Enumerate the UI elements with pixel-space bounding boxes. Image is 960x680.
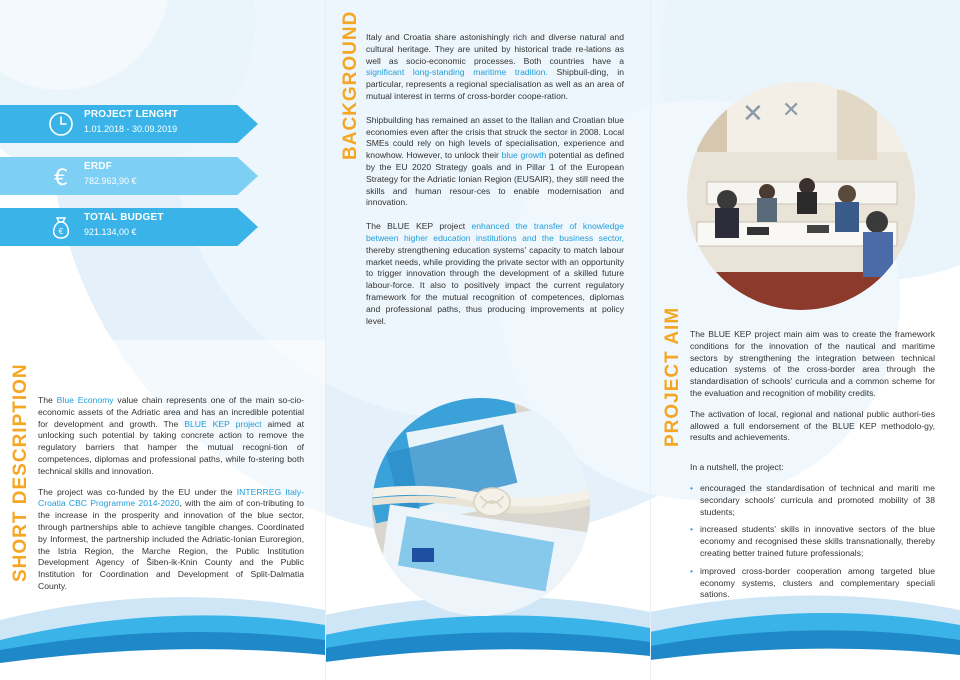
svg-text:✕: ✕ bbox=[782, 98, 801, 123]
clock-icon bbox=[46, 109, 76, 139]
euro-icon bbox=[46, 161, 76, 191]
badge-title: ERDF bbox=[84, 161, 113, 172]
panel-divider-2 bbox=[650, 0, 651, 680]
badge-value: 1.01.2018 - 30.09.2019 bbox=[84, 124, 178, 134]
short-description-paragraph-1: The Blue Economy value chain represents one of the main so-cio-economic assets of the Adriatic area and has an incredible potential for development and growth. The BLUE KEP project aimed at unlocking such potential by taking concrete action to remove the regulatory barriers that hamper the mutual recogni-tion of competences, diplomas and professional paths, while fo-stering both technical skills and innovation. bbox=[38, 395, 304, 476]
background-paragraph-3: The BLUE KEP project enhanced the transfer of knowledge between higher education institutions and the business sector, thereby strengthening education systems' capacity to match labour market needs, while providing the private sector with an opportunity to trigger innovation through the development of a skilled future labour-force. It also to positively impact the current regulatory framework for the mutual recognition of competences, diplomas and professional paths, thus producing improvements at policy level. bbox=[366, 221, 624, 326]
nutshell-intro: In a nutshell, the project: bbox=[690, 462, 784, 473]
list-item: • increased students' skills in innovative sectors of the blue economy and recognised these skills transnationally, thereby creating better trained future professionals; bbox=[690, 524, 935, 559]
background-title: BACKGROUND bbox=[340, 10, 361, 160]
short-description-text bbox=[38, 395, 304, 602]
background-paragraph-2: Shipbuilding has remained an asset to the Italian and Croatian blue economies even after the crisis that struck the sector in 2008. Local SMEs could rely on high levels of specialisation, experience and knowhow. However, to unlock their blue growth potential as defined by the EU 2020 Strategy goals and in Pillar 1 of the European Strategy for the Adriatic Ionian Region (EUSAIR), they still need the skills and human resour-ces to enable modernisation and innovation. bbox=[366, 114, 624, 208]
badge-erdf bbox=[0, 157, 258, 195]
background-text bbox=[366, 32, 624, 336]
list-item: • encouraged the standardisation of technical and mariti me secondary schools' curricula and promoted mobility of 38 students; bbox=[690, 483, 935, 518]
brochure-rope-photo bbox=[372, 398, 590, 616]
nutshell-list bbox=[690, 483, 935, 601]
badge-total-budget bbox=[0, 208, 258, 246]
project-aim-paragraph-1: The BLUE KEP project main aim was to create the framework conditions for the innovation of the nautical and maritime sectors by strengthening the integration between technical education systems of the cross-border area through the standardisation of schools' curricula and a common scheme for the evaluation and recognition of mobility credits. bbox=[690, 329, 935, 398]
project-aim-title: PROJECT AIM bbox=[662, 306, 683, 447]
list-item: • improved cross-border cooperation among targeted blue economy systems, clusters and complementary speciali sations. bbox=[690, 566, 935, 601]
background-paragraph-1: Italy and Croatia share astonishingly rich and diverse natural and cultural heritage. They are united by historical trade re-lations as well as socio-economic processes. Both countries have a significant long-standing maritime tradition. Shipbuil-ding, in particular, represents a regional specialisation as well as an area of mutual interest in terms of cross-border coope-ration. bbox=[366, 32, 624, 101]
badge-title: PROJECT LENGHT bbox=[84, 109, 178, 120]
badge-title: TOTAL BUDGET bbox=[84, 212, 164, 223]
project-aim-paragraph-2: The activation of local, regional and national public authori-ties allowed a full endorsement of the BLUE KEP methodolo-gy, results and achievements. bbox=[690, 408, 935, 443]
badge-value: 921.134,00 € bbox=[84, 227, 137, 237]
meeting-photo bbox=[687, 82, 915, 310]
svg-text:€: € bbox=[58, 227, 64, 236]
short-description-title: SHORT DESCRIPTION bbox=[10, 363, 31, 582]
short-description-paragraph-2: The project was co-funded by the EU under the INTERREG Italy-Croatia CBC Programme 2014-2020, with the aim of con-tributing to the increase in the prosperity and innovation of the blue sector, through partnerships able to achieve tangible changes. Coordinated by Informest, the partnership included the Adriatic-Ionian Euroregion, the Istria Region, the Marche Region, the Public Institution Development Agency of Šiben-ik-Knin County and the Public Institution for Coordination and Development of Split-Dalmatia County. bbox=[38, 486, 305, 591]
project-aim-text bbox=[690, 329, 935, 607]
money-bag-icon bbox=[46, 212, 76, 242]
svg-text:€: € bbox=[54, 166, 68, 191]
svg-text:✕: ✕ bbox=[742, 99, 764, 129]
badge-project-length bbox=[0, 105, 258, 143]
panel-divider-1 bbox=[325, 0, 326, 680]
badge-value: 782.963,90 € bbox=[84, 176, 137, 186]
